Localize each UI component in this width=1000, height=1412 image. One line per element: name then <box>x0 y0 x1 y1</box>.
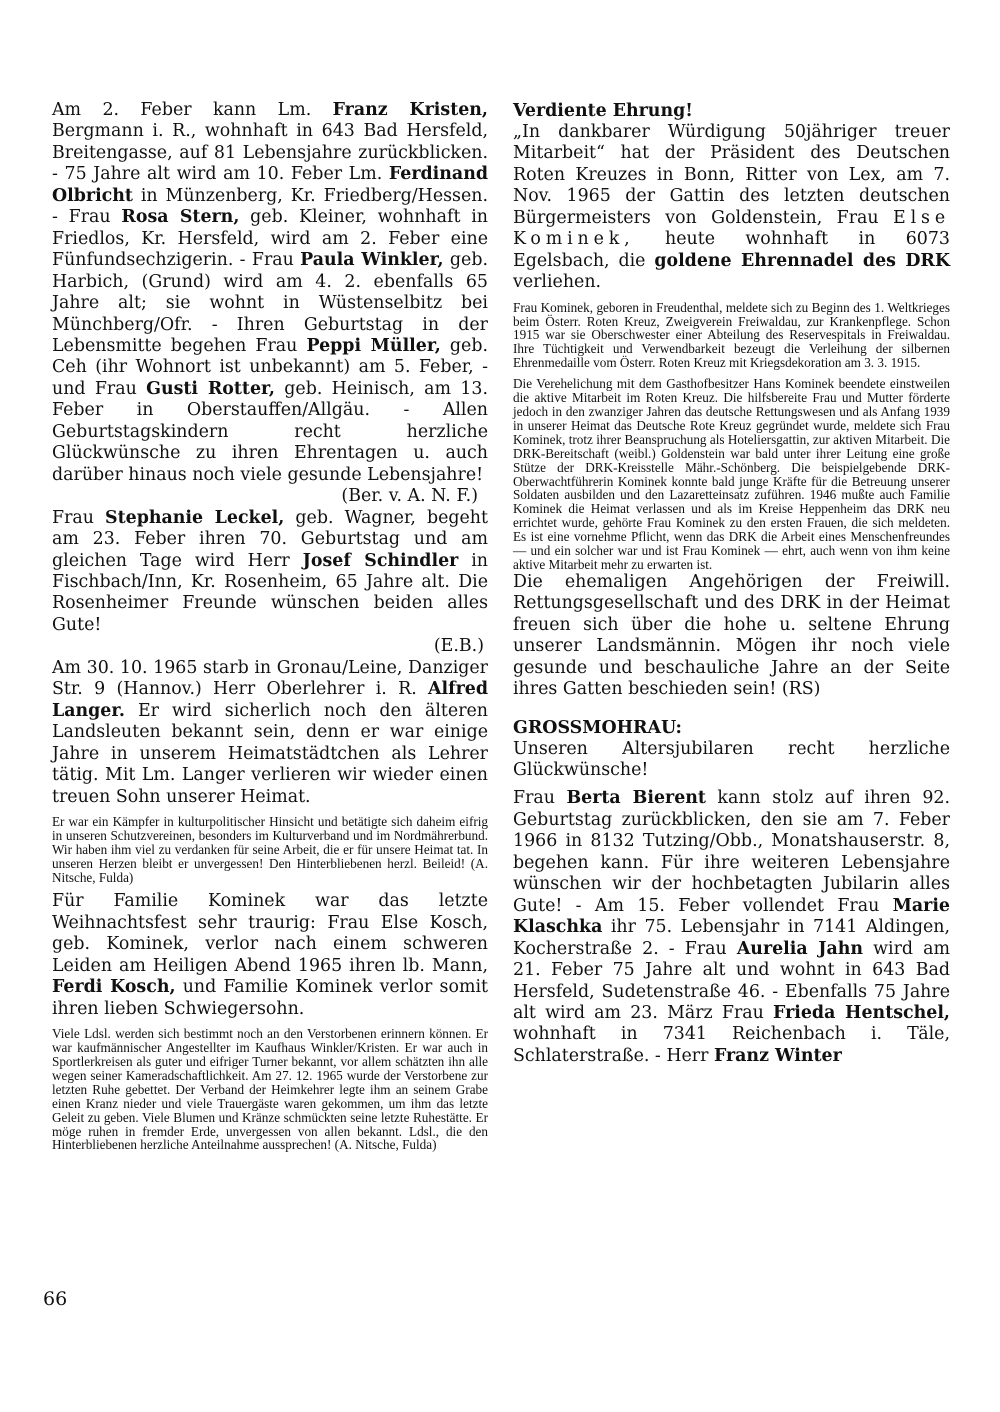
award-name: goldene Ehrennadel des DRK <box>654 250 950 271</box>
signature-line <box>52 636 488 657</box>
closing-paragraph: Die ehemaligen Angehörigen der Freiwill. Rettungsgesellschaft und des DRK in der Heimat freuen sich über die hohe u. seltene Ehrung unserer Landsmännin. Mögen ihr noch viele gesunde und beschauliche Jahre an der Seite ihres Gatten beschieden sein! (RS) <box>513 571 950 700</box>
person-name: Ferdinand Olbricht <box>52 164 488 206</box>
text-run: geb. Wagner, begeht am 23. Feber ihren 70. Geburtstag und am gleichen Tage wird Herr <box>52 507 488 571</box>
text-run: Er wird sicherlich noch den älteren Landsleuten bekannt sein, denn er war einige Jahre in unserem Heimatstädtchen als Lehrer tätig. Mit Lm. Langer verlieren wir wieder einen treuen Sohn unserer Heimat. <box>52 700 488 807</box>
signature-line <box>52 486 488 507</box>
section-heading: Verdiente Ehrung! <box>513 101 693 121</box>
birthday-paragraph <box>513 788 950 1067</box>
text-run: Frau <box>513 788 567 809</box>
person-name: Rosa Stern, <box>121 207 240 228</box>
text-run: „In dankbarer Würdigung 50jähriger treuer Mitarbeit“ hat der Präsident des Deutschen Roten Kreuzes in Bonn, Ritter von Lex, am 7. Nov. 1965 der Gattin des letzten deutschen Bürgermeisters von Goldenstein, Frau <box>513 122 950 228</box>
biography-note: Die Verehelichung mit dem Gasthofbesitzer Hans Kominek beendete einstweilen die aktive Mitarbeit im Roten Kreuz. Die hilfsbereite Frau und Mutter förderte jedoch in den zwanziger Jahren das deutsche Rettungswesen und als Anfang 1939 in unserer Heimat das Deutsche Rote Kreuz gegründet wurde, meldete sich Frau Kominek, trotz ihrer Beanspruchung als Hoteliersgattin, zur aktiven Mitarbeit. Die DRK-Bereitschaft (weibl.) Goldenstein war bald unter ihrer Leitung eine große Stütze der DRK-Kreisstelle Mähr.-Schönberg. Die beispielgebende DRK-Oberwachtführerin Kominek konnte bald junge Kräfte für die Betreuung unserer Soldaten ausbilden und den Lazaretteinsatz zuführen. 1946 mußte auch Familie Kominek die Heimat verlassen und als im Kreise Heppenheim das DRK neu errichtet wurde, gehörte Frau Kominek zu den ersten Frauen, die sich meldeten. Es ist eine vornehme Pflicht, wenn das DRK die Arbeit eines Menschenfreundes — und ein solcher war und ist Frau Kominek — ehrt, auch wenn von ihm keine aktive Mitarbeit mehr zu erwarten ist. <box>513 376 950 572</box>
person-name: Franz Kristen, <box>332 100 488 120</box>
person-name: Franz Winter <box>713 1045 842 1066</box>
text-run: ihr 75. Lebensjahr in 7141 Aldingen, Kocherstraße 2. - Frau <box>513 917 950 959</box>
text-run: Frau <box>52 507 106 528</box>
person-name: Ferdi Kosch, <box>52 977 176 998</box>
person-name: Frieda Hentschel, <box>773 1003 950 1023</box>
signature: (E.B.) <box>433 636 484 657</box>
left-column <box>52 100 488 1152</box>
section-heading: GROSSMOHRAU: <box>513 717 682 738</box>
text-run: Bergmann i. R., wohnhaft in 643 Bad Hersfeld, Breitengasse, auf 81 Lebensjahre zurückblicken. - 75 Jahre alt wird am 10. Feber Lm. <box>52 121 488 185</box>
text-run: Am 30. 10. 1965 starb in Gronau/Leine, Danziger Str. 9 (Hannov.) Herr Oberlehrer i. R. <box>52 657 488 700</box>
text-run: geb. Heinisch, am 13. Feber in Oberstauffen/Allgäu. - Allen Geburtstagskindern recht herzliche Glückwünsche zu ihren Ehrentagen u. auch darüber hinaus noch viele gesunde Lebensjahre! <box>52 378 488 485</box>
obituary-paragraph <box>52 658 488 808</box>
text-run: und Familie Kominek verlor somit ihren lieben Schwiegersohn. <box>52 977 488 1019</box>
signature: (Ber. v. A. N. F.) <box>341 486 478 507</box>
text-run: wird am 21. Feber 75 Jahre alt und wohnt in 643 Bad Hersfeld, Sudetenstraße 46. - Ebenfalls 75 Jahre alt wird am 23. März Frau <box>513 938 950 1023</box>
birthday-paragraph <box>52 100 488 486</box>
text-run: in Fischbach/Inn, Kr. Rosenheim, 65 Jahre alt. Die Rosenheimer Freunde wünschen beiden alles Gute! <box>52 550 488 635</box>
obituary-paragraph <box>52 891 488 1020</box>
text-run: in Münzenberg, Kr. Friedberg/Hessen. - Frau <box>52 185 488 228</box>
person-name: Marie Klaschka <box>513 895 950 938</box>
person-name: Gusti Rotter, <box>146 378 275 399</box>
person-name: Berta Bierent <box>566 788 706 809</box>
obituary-note: Er war ein Kämpfer in kulturpolitischer Hinsicht und betätigte sich daheim eifrig in unseren Schutzvereinen, besonders im Kulturverband und im Nordmährerbund. Wir haben ihm viel zu verdanken für seine Arbeit, die er für unsere Heimat tat. In unseren Herzen bleibt er unvergessen! Den Hinterbliebenen herzl. Beileid! (A. Nitsche, Fulda) <box>52 813 488 885</box>
text-run: geb. Kleiner, wohnhaft in Friedlos, Kr. Hersfeld, wird am 2. Feber eine Fünfundsechzigerin. - Frau <box>52 207 488 271</box>
text-run: wohnhaft in 7341 Reichenbach i. Täle, Schlaterstraße. - Herr <box>513 1024 950 1066</box>
text-run: kann stolz auf ihren 92. Geburtstag zurückblicken, den sie am 7. Feber 1966 in 8132 Tutzing/Obb., Monatshauserstr. 8, begehen kann. Für ihre weiteren Lebensjahre wünschen wir der hochbetagten Jubilarin alles Gute! - Am 15. Feber vollendet Frau <box>513 788 950 916</box>
text-run: verliehen. <box>513 272 602 293</box>
award-paragraph <box>513 122 950 294</box>
text-run: Am 2. Feber kann Lm. <box>52 100 333 120</box>
person-name: Alfred Langer. <box>52 679 488 721</box>
right-column <box>513 100 950 1067</box>
text-run: geb. Harbich, (Grund) wird am 4. 2. ebenfalls 65 Jahre alt; sie wohnt in Wüstenselbitz bei Münchberg/Ofr. - Ihren Geburtstag in der Lebensmitte begehen Frau <box>52 250 488 356</box>
person-name: Else Kominek, <box>513 207 950 250</box>
text-run: Für Familie Kominek war das letzte Weihnachtsfest sehr traurig: Frau Else Kosch, geb. Kominek, verlor nach einem schweren Leiden am Heiligen Abend 1965 ihren lb. Mann, <box>52 891 488 976</box>
page-number: 66 <box>43 1288 68 1310</box>
birthday-paragraph <box>52 508 488 637</box>
person-name: Josef Schindler <box>302 550 459 571</box>
text-run: geb. Ceh (ihr Wohnort ist unbekannt) am 5. Feber, - und Frau <box>52 335 488 399</box>
person-name: Stephanie Leckel, <box>105 507 285 528</box>
greeting-paragraph: Unseren Altersjubilaren recht herzliche Glückwünsche! <box>513 738 950 781</box>
person-name: Aurelia Jahn <box>736 938 864 959</box>
biography-note: Frau Kominek, geboren in Freudenthal, meldete sich zu Beginn des 1. Weltkrieges beim Österr. Roten Kreuz, Zweigverein Freiwaldau, zur Krankenpflege. Schon 1915 war sie Oberschwester einer Abteilung des Reservespitals in Freiwaldau. Ihre Tüchtigkeit und Verwendbarkeit bezeugt die Verleihung der silbernen Ehrenmedaille vom Österr. Roten Kreuz mit Kriegsdekoration am 3. 3. 1915. <box>513 299 950 371</box>
text-run: heute wohnhaft in 6073 Egelsbach, die <box>513 229 950 271</box>
person-name: Peppi Müller, <box>306 335 441 356</box>
person-name: Paula Winkler, <box>300 250 444 271</box>
obituary-note: Viele Ldsl. werden sich bestimmt noch an den Verstorbenen erinnern können. Er war kaufmännischer Angestellter im Kaufhaus Winkler/Kristen. Er war auch in Sportlerkreisen als guter und eifriger Turner bekannt, vor allem schätzten ihn alle wegen seiner Kameradschaftlichkeit. Am 27. 12. 1965 wurde der Verstorbene zur letzten Ruhe gebettet. Der Verband der Heimkehrer legte ihm an seinem Grabe einen Kranz nieder und viele Trauergäste waren gekommen, um ihm das letzte Geleit zu geben. Viele Blumen und Kränze schmückten seine letzte Ruhestätte. Er möge ruhen in fremder Erde, unvergessen von allen bekannt. Ldsl., die den Hinterbliebenen herzliche Anteilnahme aussprechen! (A. Nitsche, Fulda) <box>52 1026 488 1153</box>
